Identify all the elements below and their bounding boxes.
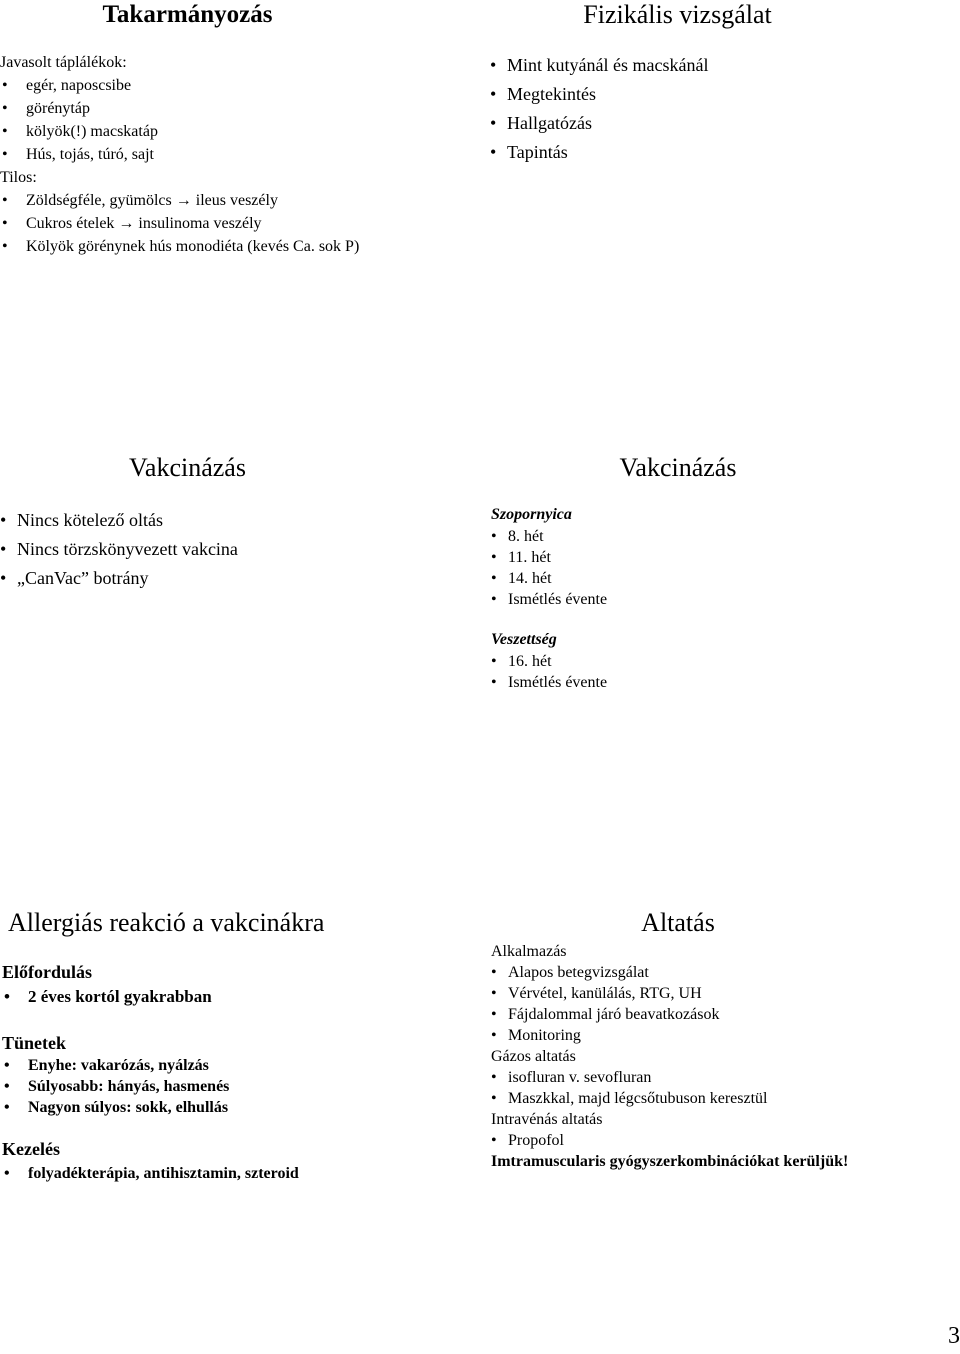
list-item: • „CanVac” botrány bbox=[0, 564, 375, 593]
section-header: Intravénás altatás bbox=[491, 1111, 603, 1128]
list-item: • Tapintás bbox=[490, 138, 865, 167]
section-header: Tünetek bbox=[2, 1033, 67, 1053]
list-item: • egér, naposcsibe bbox=[0, 74, 375, 97]
list-item: • kölyök(!) macskatáp bbox=[0, 120, 375, 143]
slide-takarmanyozas bbox=[0, 0, 375, 258]
section-header: Kezelés bbox=[2, 1139, 60, 1159]
list-item: • 2 éves kortól gyakrabban bbox=[2, 984, 382, 1010]
list-item: • Súlyosabb: hányás, hasmenés bbox=[2, 1076, 382, 1097]
list-item: • Zöldségféle, gyümölcs → ileus veszély bbox=[0, 189, 375, 212]
section-header: Gázos altatás bbox=[491, 1048, 576, 1065]
list-item: • Ismétlés évente bbox=[491, 672, 865, 693]
footer-note: Imtramuscularis gyógyszerkombinációkat kerüljük! bbox=[491, 1153, 849, 1170]
list-item: • Nincs törzskönyvezett vakcina bbox=[0, 535, 375, 564]
slide-vakcinazas-1 bbox=[0, 453, 375, 593]
list-item: • Cukros ételek → insulinoma veszély bbox=[0, 212, 375, 235]
list-item: • Monitoring bbox=[491, 1025, 865, 1046]
forbidden-label: Tilos: bbox=[0, 169, 37, 186]
slide-allergias-reakcio bbox=[2, 908, 382, 1187]
slide-title: Takarmányozás bbox=[102, 1, 273, 28]
list-item: • 16. hét bbox=[491, 651, 865, 672]
list-item: • Vérvétel, kanülálás, RTG, UH bbox=[491, 983, 865, 1004]
list-item: • 11. hét bbox=[491, 547, 865, 568]
list-item: • Ismétlés évente bbox=[491, 589, 865, 610]
page-number: 3 bbox=[948, 1323, 960, 1349]
section-header: Előfordulás bbox=[2, 962, 93, 982]
list-item: • Hallgatózás bbox=[490, 109, 865, 138]
list-item: • Enyhe: vakarózás, nyálzás bbox=[2, 1055, 382, 1076]
slide-vakcinazas-2 bbox=[491, 453, 865, 693]
slide-fizikalis-vizsgalat bbox=[490, 0, 865, 167]
list-item: • Mint kutyánál és macskánál bbox=[490, 51, 865, 80]
list-item: • Nincs kötelező oltás bbox=[0, 506, 375, 535]
list-item: • 14. hét bbox=[491, 568, 865, 589]
slide-title: Vakcinázás bbox=[619, 453, 737, 482]
list-item: • folyadékterápia, antihisztamin, szteroid bbox=[2, 1161, 382, 1187]
list-item: • isofluran v. sevofluran bbox=[491, 1067, 865, 1088]
list-item: • Kölyök görénynek hús monodiéta (kevés Ca. sok P) bbox=[0, 235, 375, 258]
section-header: Alkalmazás bbox=[491, 943, 567, 960]
list-item: • Fájdalommal járó beavatkozások bbox=[491, 1004, 865, 1025]
list-item: • Nagyon súlyos: sokk, elhullás bbox=[2, 1097, 382, 1118]
slide-altatas bbox=[491, 908, 865, 1172]
group-header: Veszettség bbox=[491, 631, 557, 648]
list-item: • Megtekintés bbox=[490, 80, 865, 109]
slide-title: Fizikális vizsgálat bbox=[583, 0, 772, 29]
group-header: Szopornyica bbox=[491, 506, 572, 523]
list-item: • Maszkkal, majd légcsőtubuson keresztül bbox=[491, 1088, 865, 1109]
list-item: • Hús, tojás, túró, sajt bbox=[0, 143, 375, 166]
list-item: • görénytáp bbox=[0, 97, 375, 120]
slide-title: Allergiás reakció a vakcinákra bbox=[8, 908, 325, 937]
list-item: • 8. hét bbox=[491, 526, 865, 547]
intro-text: Javasolt táplálékok: bbox=[0, 54, 127, 71]
slide-title: Altatás bbox=[641, 908, 715, 937]
slide-title: Vakcinázás bbox=[129, 453, 246, 482]
list-item: • Propofol bbox=[491, 1130, 865, 1151]
list-item: • Alapos betegvizsgálat bbox=[491, 962, 865, 983]
